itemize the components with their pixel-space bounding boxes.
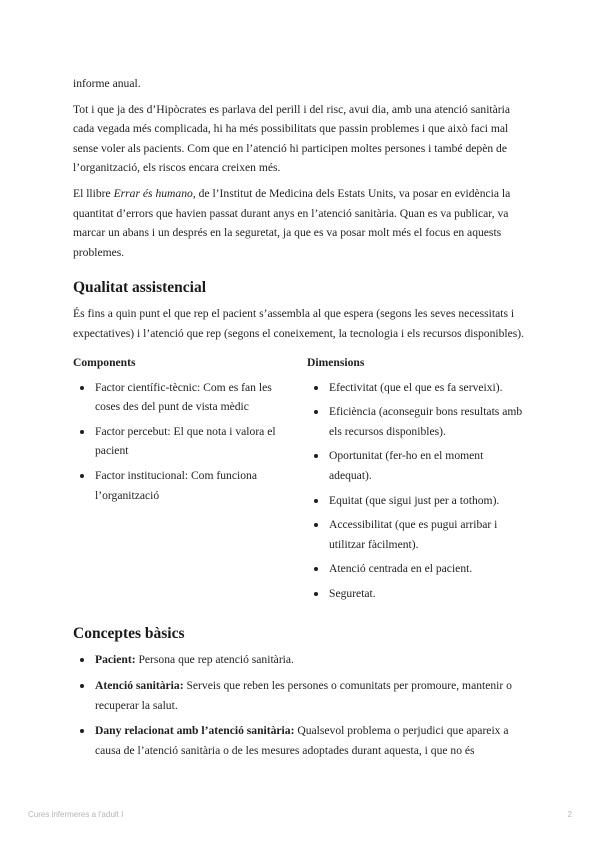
book-title: Errar és humano (113, 186, 193, 200)
section-heading: Conceptes bàsics (73, 625, 185, 643)
list-item: Factor institucional: Com funciona l’organització (73, 466, 297, 505)
paragraph-text: , de l’Institut de Medicina dels Estats Units, va posar en evidència la quantitat d’errors que havien passat durant anys en l’atenció sanitària. Quan es va publicar, va marcar un abans i un després en la seguretat, ja que es va posar molt més el focus en aquests problemes. (73, 186, 511, 259)
column-heading: Components (73, 355, 136, 369)
list-item: Factor percebut: El que nota i valora el pacient (73, 422, 297, 461)
bullet-icon (314, 410, 318, 414)
paragraph (73, 184, 531, 262)
bullet-icon (314, 454, 318, 458)
bullet-icon (314, 386, 318, 390)
bullet-icon (314, 592, 318, 596)
list-item: Seguretat. (307, 584, 531, 604)
concepts-list (73, 650, 531, 760)
list-item: Equitat (que sigui just per a tothom). (307, 491, 531, 511)
bullet-icon (314, 523, 318, 527)
definition-item (73, 721, 531, 760)
list-item: Eficiència (aconseguir bons resultats amb els recursos disponibles). (307, 402, 531, 441)
components-list (73, 378, 297, 506)
column-heading: Dimensions (307, 355, 365, 369)
definition-text: Persona que rep atenció sanitària. (135, 653, 294, 667)
dimensions-column (307, 354, 531, 609)
paragraph: informe anual. (73, 77, 141, 90)
paragraph: Tot i que ja des d’Hipòcrates es parlava del perill i del risc, avui dia, amb una atenció sanitària cada vegada més complicada, hi ha més possibilitats que passin problemes i que això faci mal sense voler als pacients. Com que en l’atenció hi participen moltes persones i també depèn de l’organització, els riscos encara creixen més. (73, 102, 511, 175)
page-content (73, 74, 531, 766)
list-item: Factor científic-tècnic: Com es fan les coses des del punt de vista mèdic (73, 378, 297, 417)
list-item: Accessibilitat (que es pugui arribar i utilitzar fàcilment). (307, 515, 531, 554)
paragraph: És fins a quin punt el que rep el pacient s’assembla al que espera (segons les seves necessitats i expectatives) i l’atenció que rep (segons el coneixement, la tecnologia i els recursos disponibles). (73, 307, 525, 340)
definition-item (73, 676, 531, 715)
section-heading: Qualitat assistencial (73, 279, 207, 297)
dimensions-list (307, 378, 531, 604)
bullet-icon (80, 729, 84, 733)
list-item: Efectivitat (que el que es fa serveixi). (307, 378, 531, 398)
paragraph-text: El llibre (73, 186, 114, 200)
definition-item (73, 650, 531, 670)
bullet-icon (80, 684, 84, 688)
bullet-icon (314, 567, 318, 571)
definition-text: Qualsevol problema o perjudici que apareix a causa de l’atenció sanitària o de les mesures adoptades durant aquesta, i que no és (95, 724, 509, 757)
two-column-lists (73, 354, 531, 609)
list-item: Oportunitat (fer-ho en el moment adequat). (307, 446, 531, 485)
definition-term: Atenció sanitària: (95, 679, 184, 693)
bullet-icon (80, 430, 84, 434)
components-column (73, 354, 297, 609)
definition-term: Dany relacionat amb l’atenció sanitària: (95, 724, 295, 738)
definition-text: Serveis que reben les persones o comunitats per promoure, mantenir o recuperar la salut. (95, 679, 512, 712)
list-item: Atenció centrada en el pacient. (307, 559, 531, 579)
bullet-icon (80, 474, 84, 478)
footer-title: Cures infermeres a l'adult I (28, 810, 124, 819)
bullet-icon (80, 386, 84, 390)
bullet-icon (80, 658, 84, 662)
bullet-icon (314, 499, 318, 503)
page-number: 2 (567, 810, 572, 819)
definition-term: Pacient: (95, 653, 136, 667)
